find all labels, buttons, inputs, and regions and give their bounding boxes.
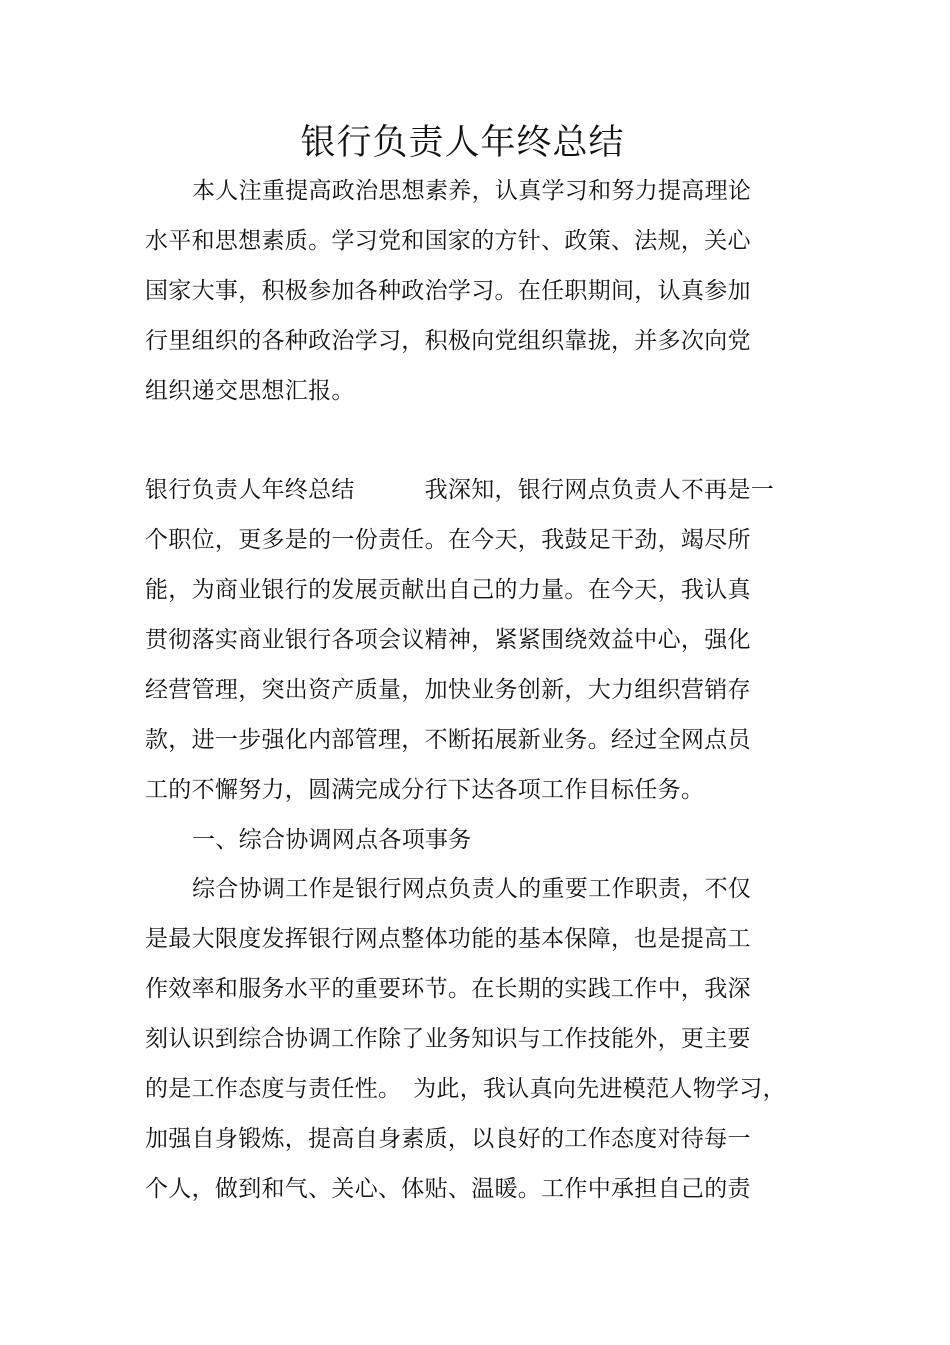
paragraph-line: 综合协调工作是银行网点负责人的重要工作职责，不仅 <box>192 876 752 902</box>
paragraph-line: 是最大限度发挥银行网点整体功能的基本保障，也是提高工 <box>145 926 751 952</box>
document-title: 银行负责人年终总结 <box>300 123 625 163</box>
paragraph-line: 行里组织的各种政治学习，积极向党组织靠拢，并多次向党 <box>145 328 751 354</box>
paragraph-line: 银行负责人年终总结 我深知，银行网点负责人不再是一 <box>145 477 775 503</box>
section-heading: 一、综合协调网点各项事务 <box>192 827 472 853</box>
paragraph-line: 水平和思想素质。学习党和国家的方针、政策、法规，关心 <box>145 228 751 254</box>
paragraph-line: 作效率和服务水平的重要环节。在长期的实践工作中，我深 <box>145 976 751 1002</box>
paragraph-line: 刻认识到综合协调工作除了业务知识与工作技能外，更主要 <box>145 1026 751 1052</box>
paragraph-line: 能，为商业银行的发展贡献出自己的力量。在今天，我认真 <box>145 577 751 603</box>
paragraph-line: 工的不懈努力，圆满完成分行下达各项工作目标任务。 <box>145 777 705 803</box>
paragraph-line: 个人，做到和气、关心、体贴、温暖。工作中承担自己的责 <box>145 1176 751 1202</box>
paragraph-line: 经营管理，突出资产质量，加快业务创新，大力组织营销存 <box>145 677 751 703</box>
paragraph-line: 加强自身锻炼，提高自身素质，以良好的工作态度对待每一 <box>145 1126 751 1152</box>
paragraph-line: 的是工作态度与责任性。 为此，我认真向先进模范人物学习， <box>145 1076 786 1102</box>
paragraph-line: 国家大事，积极参加各种政治学习。在任职期间，认真参加 <box>145 278 751 304</box>
paragraph-line: 个职位，更多是的一份责任。在今天，我鼓足干劲，竭尽所 <box>145 527 751 553</box>
paragraph-line: 本人注重提高政治思想素养，认真学习和努力提高理论 <box>192 178 752 204</box>
paragraph-line: 贯彻落实商业银行各项会议精神，紧紧围绕效益中心，强化 <box>145 627 751 653</box>
paragraph-line: 款，进一步强化内部管理，不断拓展新业务。经过全网点员 <box>145 727 751 753</box>
paragraph-line: 组织递交思想汇报。 <box>145 378 355 404</box>
